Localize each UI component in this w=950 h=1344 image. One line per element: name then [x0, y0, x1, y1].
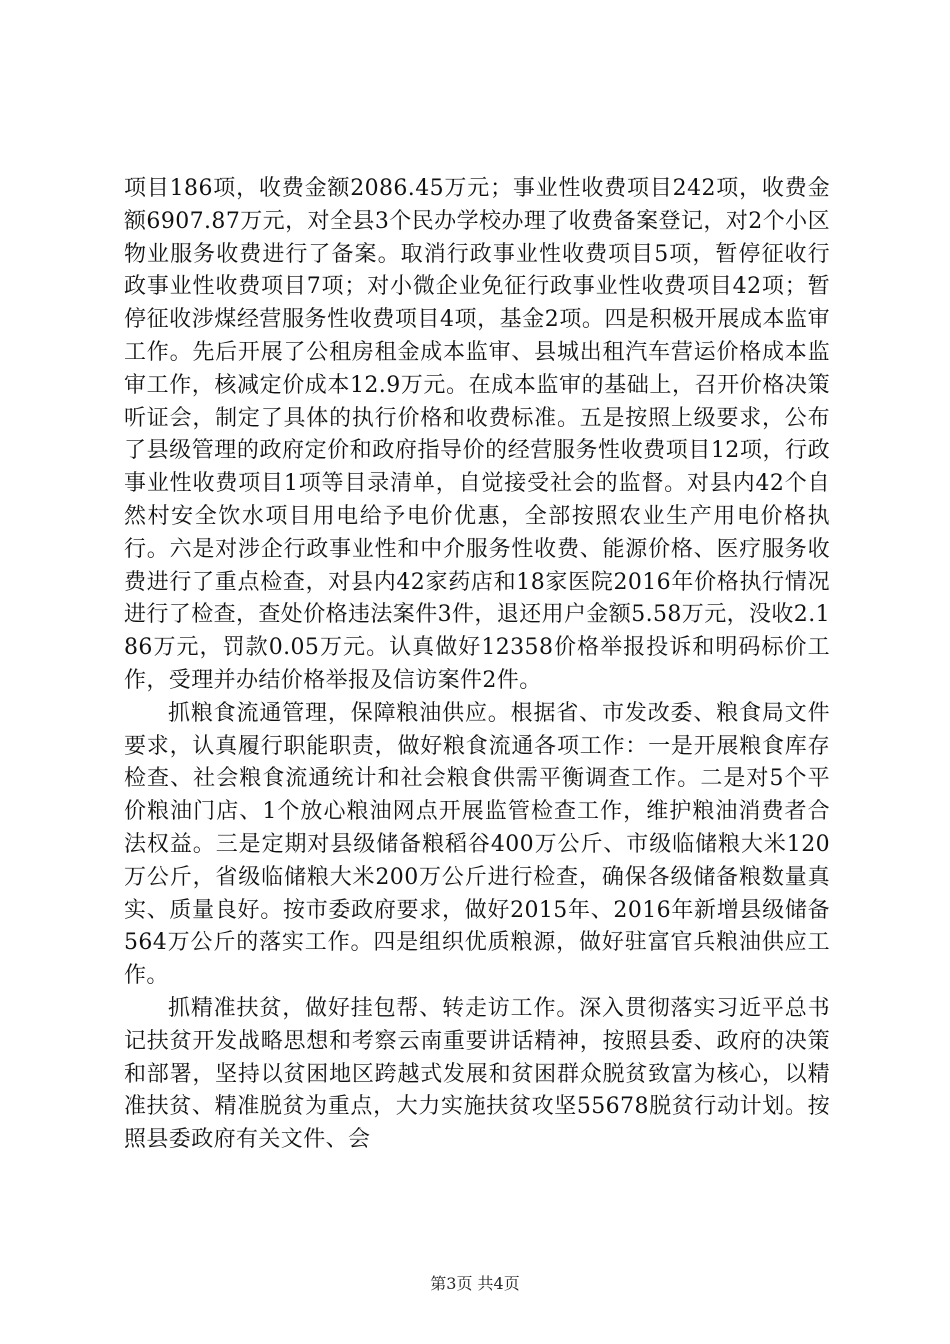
paragraph-poverty-alleviation: 抓精准扶贫，做好挂包帮、转走访工作。深入贯彻落实习近平总书记扶贫开发战略思想和考察云南重要讲话精神，按照县委、政府的决策和部署，坚持以贫困地区跨越式发展和贫困群众脱贫致富为核心，以精准扶贫、精准脱贫为重点，大力实施扶贫攻坚55678脱贫行动计划。按照县委政府有关文件、会 [124, 995, 830, 1153]
paragraph-price-fees: 项目186项，收费金额2086.45万元；事业性收费项目242项，收费金额6907.87万元，对全县3个民办学校办理了收费备案登记，对2个小区物业服务收费进行了备案。取消行政事业性收费项目5项，暂停征收行政事业性收费项目7项；对小微企业免征行政事业性收费项目42项；暂停征收涉煤经营服务性收费项目4项，基金2项。四是积极开展成本监审工作。先后开展了公租房租金成本监审、县城出租汽车营运价格成本监审工作，核减定价成本12.9万元。在成本监审的基础上，召开价格决策听证会，制定了具体的执行价格和收费标准。五是按照上级要求，公布了县级管理的政府定价和政府指导价的经营服务性收费项目12项，行政事业性收费项目1项等目录清单，自觉接受社会的监督。对县内42个自然村安全饮水项目用电给予电价优惠，全部按照农业生产用电价格执行。六是对涉企行政事业性和中介服务性收费、能源价格、医疗服务收费进行了重点检查，对县内42家药店和18家医院2016年价格执行情况进行了检查，查处价格违法案件3件，退还用户金额5.58万元，没收2.186万元，罚款0.05万元。认真做好12358价格举报投诉和明码标价工作，受理并办结价格举报及信访案件2件。 [124, 176, 830, 693]
document-body [124, 173, 830, 1157]
paragraph-grain-circulation: 抓粮食流通管理，保障粮油供应。根据省、市发改委、粮食局文件要求，认真履行职能职责，做好粮食流通各项工作：一是开展粮食库存检查、社会粮食流通统计和社会粮食供需平衡调查工作。二是对5个平价粮油门店、1个放心粮油网点开展监管检查工作，维护粮油消费者合法权益。三是定期对县级储备粮稻谷400万公斤、市级临储粮大米120万公斤，省级临储粮大米200万公斤进行检查，确保各级储备粮数量真实、质量良好。按市委政府要求，做好2015年、2016年新增县级储备564万公斤的落实工作。四是组织优质粮源，做好驻富官兵粮油供应工作。 [124, 700, 830, 989]
page-number-footer: 第3页 共4页 [430, 1274, 520, 1293]
